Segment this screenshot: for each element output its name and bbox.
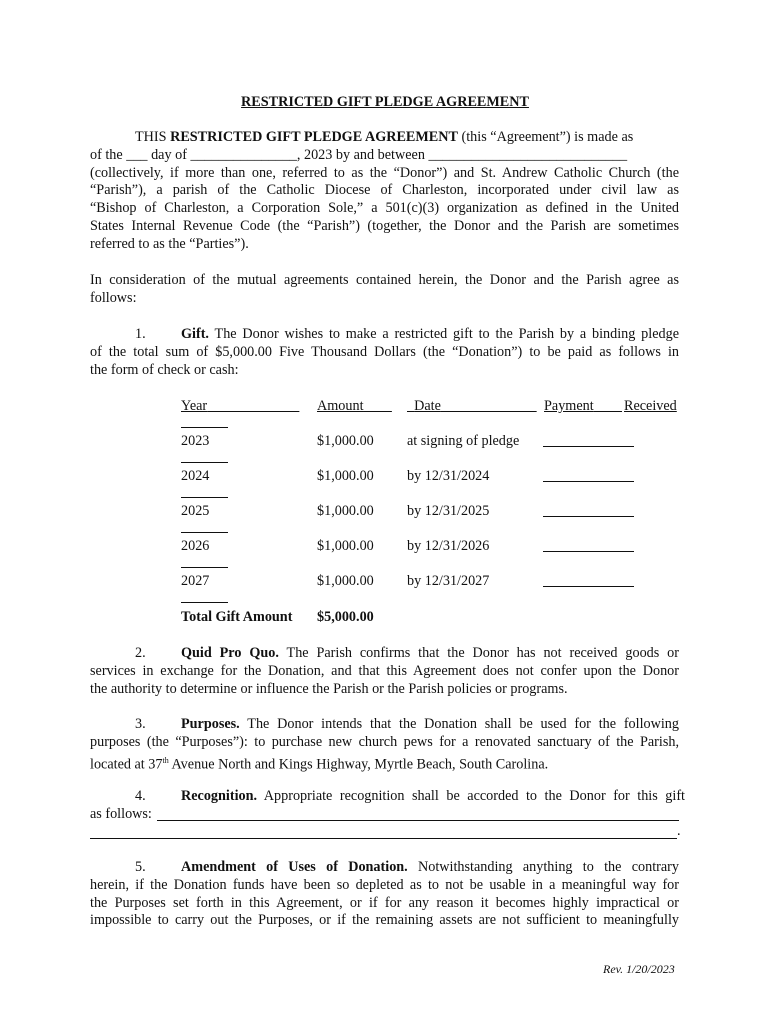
section-1-gift xyxy=(90,326,679,379)
year-underline xyxy=(181,602,228,603)
consideration-line-2: follows: xyxy=(90,289,137,306)
row-amount: $1,000.00 xyxy=(317,503,374,519)
total-label: Total Gift Amount xyxy=(181,609,293,625)
section-2-line-1: The Parish confirms that the Donor has not received goods or xyxy=(278,645,679,661)
section-1-line-1: The Donor wishes to make a restricted gift to the Parish by a binding pledge xyxy=(208,326,679,342)
intro-line-3: (collectively, if more than one, referred to as the “Donor”) and St. Andrew Catholic Church (the xyxy=(90,164,679,181)
section-5-line-2: herein, if the Donation funds have been so depleted as to not be usable in a meaningful way for xyxy=(90,876,679,893)
row-amount: $1,000.00 xyxy=(317,468,374,484)
section-4-line-1: Appropriate recognition shall be accorded to the Donor for this gift xyxy=(257,788,685,804)
pledge-schedule-table xyxy=(0,398,770,628)
row-date: by 12/31/2027 xyxy=(407,573,490,589)
intro-line-7: referred to as the “Parties”). xyxy=(90,235,249,252)
section-5-line-1: Notwithstanding anything to the contrary xyxy=(407,859,679,875)
section-4-number: 4. xyxy=(135,788,146,804)
row-date: by 12/31/2026 xyxy=(407,538,490,554)
year-underline xyxy=(181,427,228,428)
intro-line-1: (this “Agreement”) is made as xyxy=(457,129,634,145)
section-2-line-2: services in exchange for the Donation, and that this Agreement does not confer upon the Donor xyxy=(90,662,679,679)
payment-received-blank[interactable] xyxy=(543,586,634,587)
header-received: Received xyxy=(624,398,677,414)
section-4-line-2: as follows: xyxy=(90,805,152,822)
row-date: by 12/31/2025 xyxy=(407,503,490,519)
section-3-heading: Purposes. xyxy=(181,716,240,732)
header-payment: Payment xyxy=(544,398,594,414)
payment-received-blank[interactable] xyxy=(543,551,634,552)
intro-line-4: “Parish”), a parish of the Catholic Diocese of Charleston, incorporated under civil law as xyxy=(90,182,679,199)
row-year: 2027 xyxy=(181,573,210,589)
intro-line-6: States Internal Revenue Code (the “Parish”) (together, the Donor and the Parish are sometimes xyxy=(90,217,679,234)
row-year: 2024 xyxy=(181,468,210,484)
section-3-line-3: located at 37th Avenue North and Kings Highway, Myrtle Beach, South Carolina. xyxy=(90,755,549,773)
document-title: RESTRICTED GIFT PLEDGE AGREEMENT xyxy=(241,94,529,110)
row-amount: $1,000.00 xyxy=(317,538,374,554)
row-amount: $1,000.00 xyxy=(317,433,374,449)
row-date: at signing of pledge xyxy=(407,433,520,449)
section-1-heading: Gift. xyxy=(181,326,209,342)
header-amount: Amount xyxy=(317,398,364,414)
section-2-line-3: the authority to determine or influence the Parish or the Parish policies or programs. xyxy=(90,680,568,697)
intro-lead: THIS xyxy=(135,129,171,145)
intro-line-5: “Bishop of Charleston, a Corporation Sole,” a 501(c)(3) organization as defined in the United xyxy=(90,200,679,217)
year-underline xyxy=(181,532,228,533)
consideration-paragraph xyxy=(90,272,679,308)
recognition-blank-line-2 xyxy=(90,838,677,839)
intro-line-2: of the ___ day of _______________, 2023 by and between ____________________________ xyxy=(90,146,628,163)
header-date: Date xyxy=(414,398,441,414)
section-2-number: 2. xyxy=(135,645,146,661)
section-1-line-2: of the total sum of $5,000.00 Five Thousand Dollars (the “Donation”) to be paid as follows in xyxy=(90,343,679,360)
payment-received-blank[interactable] xyxy=(543,446,634,447)
year-underline xyxy=(181,462,228,463)
recognition-blank-line-1 xyxy=(157,820,679,821)
consideration-line-1: In consideration of the mutual agreements contained herein, the Donor and the Parish agree as xyxy=(90,272,679,288)
section-3-line-2: purposes (the “Purposes”): to purchase new church pews for a renovated sanctuary of the Parish, xyxy=(90,733,679,750)
year-underline xyxy=(181,497,228,498)
section-2-quid-pro-quo xyxy=(90,645,679,698)
row-year: 2026 xyxy=(181,538,210,554)
section-1-number: 1. xyxy=(135,326,146,342)
section-4-heading: Recognition. xyxy=(181,788,258,804)
section-2-heading: Quid Pro Quo. xyxy=(181,645,279,661)
total-value: $5,000.00 xyxy=(317,609,374,625)
section-5-heading: Amendment of Uses of Donation. xyxy=(181,859,408,875)
row-year: 2025 xyxy=(181,503,210,519)
section-3-purposes xyxy=(90,716,679,774)
section-5-amendment xyxy=(90,859,679,930)
section-4-recognition xyxy=(90,788,685,824)
row-amount: $1,000.00 xyxy=(317,573,374,589)
section-5-line-3: the Purposes set forth in this Agreement, or if for any reason it becomes highly impractical or xyxy=(90,894,679,911)
row-date: by 12/31/2024 xyxy=(407,468,490,484)
section-1-line-3: the form of check or cash: xyxy=(90,361,239,378)
section-3-number: 3. xyxy=(135,716,146,732)
row-year: 2023 xyxy=(181,433,210,449)
section-5-line-4: impossible to carry out the Purposes, or if the remaining assets are not sufficient to meaningfully xyxy=(90,912,679,929)
intro-bold-title: RESTRICTED GIFT PLEDGE AGREEMENT xyxy=(170,129,458,145)
header-year: Year xyxy=(181,398,208,414)
recognition-end-period: . xyxy=(677,823,681,839)
year-underline xyxy=(181,567,228,568)
revision-footer: Rev. 1/20/2023 xyxy=(603,962,675,976)
section-5-number: 5. xyxy=(135,859,146,875)
payment-received-blank[interactable] xyxy=(543,516,634,517)
section-3-line-1: The Donor intends that the Donation shall be used for the following xyxy=(239,716,679,732)
intro-paragraph xyxy=(90,129,679,254)
payment-received-blank[interactable] xyxy=(543,481,634,482)
